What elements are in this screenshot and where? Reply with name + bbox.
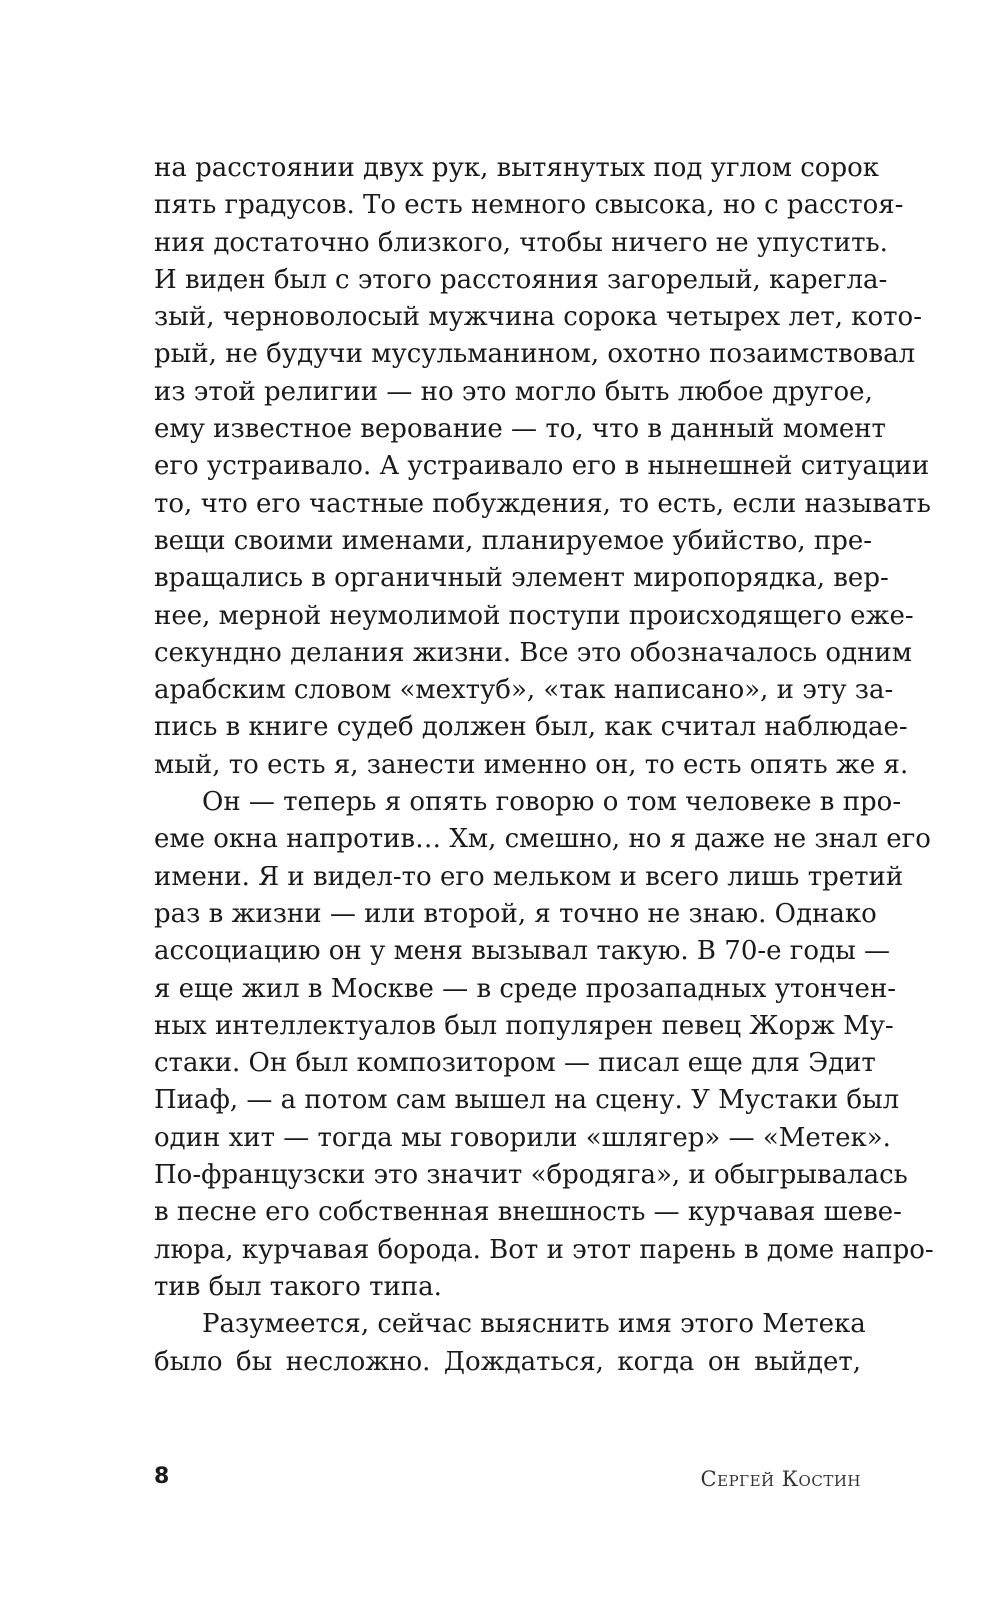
text-line: арабским словом «мехтуб», «так написано», и эту за- [154, 675, 894, 706]
running-footer-author: Сергей Костин [700, 1467, 861, 1491]
body-text [154, 150, 934, 1381]
text-line: еме окна напротив… Хм, смешно, но я даже не знал его [154, 824, 931, 855]
text-line: пять градусов. То есть немного свысока, но с расстоя- [154, 190, 904, 221]
text-line: зый, черноволосый мужчина сорока четырех лет, кото- [154, 302, 922, 333]
text-line: раз в жизни — или второй, я точно не знаю. Однако [154, 898, 877, 929]
text-line: секундно делания жизни. Все это обозначалось одним [154, 637, 912, 668]
text-line: пись в книге судеб должен был, как считал наблюдае- [154, 712, 908, 743]
text-line: я еще жил в Москве — в среде прозападных утончен- [154, 973, 897, 1004]
text-line: в песне его собственная внешность — курчавая шеве- [154, 1197, 902, 1228]
text-line: стаки. Он был композитором — писал еще для Эдит [154, 1048, 876, 1079]
text-line: Пиаф, — а потом сам вышел на сцену. У Мустаки был [154, 1085, 900, 1116]
text-line: то, что его частные побуждения, то есть, если называть [154, 488, 931, 519]
text-line: из этой религии — но это могло быть любое другое, [154, 376, 873, 407]
text-line: на расстоянии двух рук, вытянутых под углом сорок [154, 153, 879, 183]
text-line: И виден был с этого расстояния загорелый, карегла- [154, 264, 888, 295]
page-number: 8 [154, 1464, 170, 1489]
text-line: ассоциацию он у меня вызывал такую. В 70-е годы — [154, 936, 891, 967]
text-line: вещи своими именами, планируемое убийство, пре- [154, 525, 873, 556]
paragraph-first-line: Он — теперь я опять говорю о том человеке в про- [202, 787, 902, 818]
text-line: его устраивало. А устраивало его в нынешней ситуации [154, 451, 930, 482]
text-line: вращались в органичный элемент миропорядка, вер- [154, 563, 889, 594]
text-line: имени. Я и видел-то его мельком и всего лишь третий [154, 861, 904, 892]
text-line: ния достаточно близкого, чтобы ничего не упустить. [154, 227, 888, 258]
text-line: рый, не будучи мусульманином, охотно позаимствовал [154, 339, 916, 370]
text-line: По-французски это значит «бродяга», и обыгрывалась [154, 1160, 908, 1191]
text-line: люра, курчавая борода. Вот и этот парень в доме напро- [154, 1234, 934, 1265]
text-line: тив был такого типа. [154, 1271, 442, 1302]
text-line: было бы несложно. Дождаться, когда он выйдет, [154, 1346, 861, 1377]
text-line: один хит — тогда мы говорили «шлягер» — «Метек». [154, 1122, 891, 1153]
text-line: ных интеллектуалов был популярен певец Жорж Му- [154, 1010, 894, 1041]
paragraph-first-line: Разумеется, сейчас выяснить имя этого Метека [202, 1309, 866, 1340]
text-line: ему известное верование — то, что в данный момент [154, 414, 886, 445]
text-line: мый, то есть я, занести именно он, то есть опять же я. [154, 749, 909, 780]
text-line: нее, мерной неумолимой поступи происходящего еже- [154, 600, 914, 631]
